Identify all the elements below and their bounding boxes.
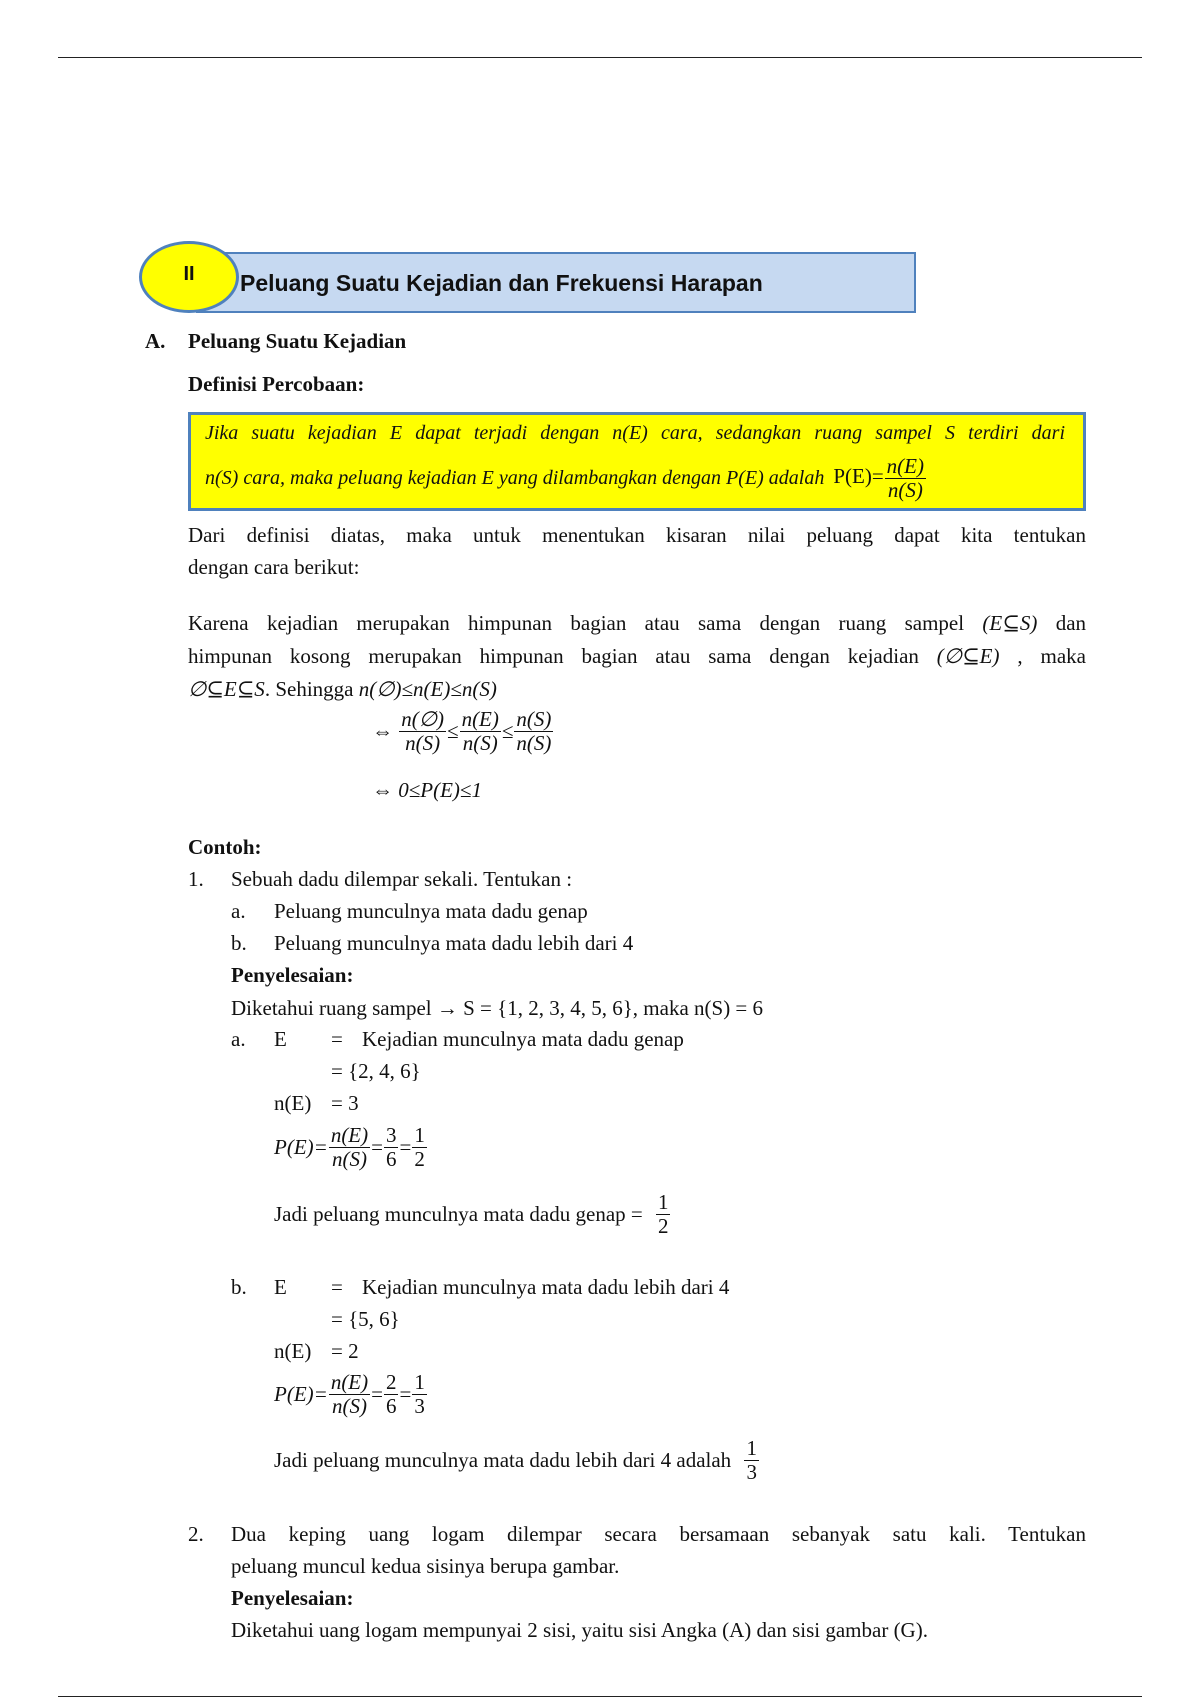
definition-line-1: Jika suatu kejadian E dapat terjadi dengan n(E) cara, sedangkan ruang sampel S terdiri dari [205,422,1065,444]
part-a-c-den: 2 [657,1214,669,1239]
part-a-eq-1: = [371,1135,383,1160]
example-2-line-2: peluang muncul kedua sisinya berupa gambar. [231,1554,620,1578]
bottom-rule [58,1696,1142,1697]
derivation-step-2 [372,778,482,803]
derivation-fraction-2 [460,708,501,755]
definition-line-2 [205,455,927,502]
derivation-step-1 [372,708,554,755]
part-a-conclusion [274,1191,671,1238]
part-b-count-label: n(E) [274,1339,312,1363]
section-title: Peluang Suatu Kejadian [188,329,407,353]
part-a-label: a. [231,1027,246,1051]
part-b-label: b. [231,1275,247,1299]
p2-line1-math: (E⊆S) [982,611,1038,635]
part-a-var: E [274,1027,287,1051]
example-1-a-text: Peluang munculnya mata dadu genap [274,899,588,923]
p2-line1-text-b: dan [1055,611,1087,635]
part-a-fraction-3 [412,1124,427,1171]
part-b-desc: Kejadian munculnya mata dadu lebih dari 4 [362,1275,730,1299]
definition-line-2-text: n(S) cara, maka peluang kejadian E yang dilambangkan dengan P(E) adalah [205,467,825,490]
section-label: A. [145,329,166,353]
part-b-c-num: 1 [746,1436,757,1460]
p2-line2-text-b: , maka [1017,644,1087,668]
derivation-final: 0≤P(E)≤1 [398,778,482,802]
derivation-f2-num: n(E) [461,707,499,731]
part-a-desc: Kejadian munculnya mata dadu genap [362,1027,684,1051]
part-b-probability [274,1371,428,1418]
part-b-conclusion-fraction [744,1437,759,1484]
part-a-f1-num: n(E) [330,1123,369,1147]
p2-line1-text-a: Karena kejadian merupakan himpunan bagian atau sama dengan ruang sampel [188,611,965,635]
definition-formula [833,454,927,503]
example-1-known: Diketahui ruang sampel → S = {1, 2, 3, 4, 5, 6}, maka n(S) = 6 [231,996,764,1020]
part-a-eq: = [331,1027,343,1051]
example-2-number: 2. [188,1522,204,1546]
p2-line2-math: (∅⊆E) [936,644,1000,668]
part-a-eq-2: = [399,1135,412,1160]
part-b-fraction-3 [412,1371,427,1418]
definition-formula-den: n(S) [887,478,923,503]
part-a-c-num: 1 [657,1190,669,1214]
example-2-known: Diketahui uang logam mempunyai 2 sisi, yaitu sisi Angka (A) dan sisi gambar (G). [231,1618,928,1642]
part-b-c-den: 3 [746,1460,757,1485]
p2-line3-inequality: n(∅)≤n(E)≤n(S) [358,677,497,701]
part-b-eq-2: = [399,1382,412,1407]
derivation-fraction-1 [399,708,446,755]
derivation-f2-den: n(S) [462,731,498,756]
derivation-iff-1: ⇔ [372,719,393,744]
definition-formula-num: n(E) [886,454,924,478]
derivation-f1-num: n(∅) [401,707,445,731]
part-a-set: = {2, 4, 6} [331,1059,421,1083]
examples-heading: Contoh: [188,835,262,859]
part-a-p-lhs: P(E)= [274,1135,328,1160]
paragraph-2-line-2 [188,644,1086,669]
part-b-f3-num: 1 [414,1370,425,1394]
example-2-solution-heading: Penyelesaian: [231,1586,354,1610]
derivation-fraction-3 [514,708,553,755]
example-1-solution-heading: Penyelesaian: [231,963,354,987]
derivation-iff-2: ⇔ [372,778,393,802]
part-b-f2-num: 2 [385,1370,397,1394]
part-a-f2-den: 6 [385,1147,397,1172]
example-1-question: Sebuah dadu dilempar sekali. Tentukan : [231,867,573,891]
part-a-fraction-1 [329,1124,370,1171]
part-a-count-label: n(E) [274,1091,312,1115]
part-a-f2-num: 3 [385,1123,397,1147]
part-b-f1-num: n(E) [330,1370,369,1394]
part-a-f3-num: 1 [414,1123,425,1147]
p2-line2-text-a: himpunan kosong merupakan himpunan bagian atau sama dengan kejadian [188,644,919,668]
part-a-probability [274,1124,428,1171]
chapter-number-badge [139,241,239,313]
derivation-f3-num: n(S) [516,707,552,731]
chapter-title: Peluang Suatu Kejadian dan Frekuensi Harapan [240,270,763,296]
p2-line3-text: . Sehingga [264,677,354,701]
top-rule [58,57,1142,58]
derivation-f3-den: n(S) [516,731,552,756]
part-b-fraction-1 [329,1371,370,1418]
part-b-p-lhs: P(E)= [274,1382,328,1407]
part-b-eq: = [331,1275,343,1299]
paragraph-2-line-1 [188,611,1086,636]
paragraph-1-line-1: Dari definisi diatas, maka untuk menentukan kisaran nilai peluang dapat kita tentukan [188,523,1086,547]
part-a-conclusion-text: Jadi peluang munculnya mata dadu genap = [274,1202,643,1227]
definition-formula-fraction [885,455,926,502]
example-1-b-label: b. [231,931,247,955]
p2-line3-math: ∅⊆E⊆S [188,677,265,701]
part-b-eq-1: = [371,1382,383,1407]
chapter-number: II [183,262,195,285]
part-a-conclusion-fraction [656,1191,671,1238]
derivation-le-1: ≤ [447,719,459,744]
part-b-f3-den: 3 [414,1394,425,1419]
paragraph-1-line-2: dengan cara berikut: [188,555,360,579]
definition-heading: Definisi Percobaan: [188,372,365,396]
part-b-conclusion-text: Jadi peluang munculnya mata dadu lebih dari 4 adalah [274,1448,732,1473]
part-b-fraction-2 [384,1371,399,1418]
part-a-fraction-2 [384,1124,399,1171]
part-b-count-value: = 2 [331,1339,359,1363]
example-1-a-label: a. [231,899,246,923]
part-a-f1-den: n(S) [331,1147,367,1172]
part-b-f1-den: n(S) [331,1394,367,1419]
example-2-line-1: Dua keping uang logam dilempar secara bersamaan sebanyak satu kali. Tentukan [231,1522,1086,1546]
part-a-f3-den: 2 [414,1147,425,1172]
derivation-f1-den: n(S) [405,731,441,756]
example-1-b-text: Peluang munculnya mata dadu lebih dari 4 [274,931,634,955]
paragraph-2-line-3 [188,677,497,702]
definition-formula-lhs: P(E)= [833,464,884,489]
example-1-number: 1. [188,867,204,891]
part-b-set: = {5, 6} [331,1307,400,1331]
part-b-f2-den: 6 [385,1394,397,1419]
part-a-count-value: = 3 [331,1091,359,1115]
derivation-le-2: ≤ [501,719,514,744]
part-b-conclusion [274,1437,760,1484]
part-b-var: E [274,1275,287,1299]
